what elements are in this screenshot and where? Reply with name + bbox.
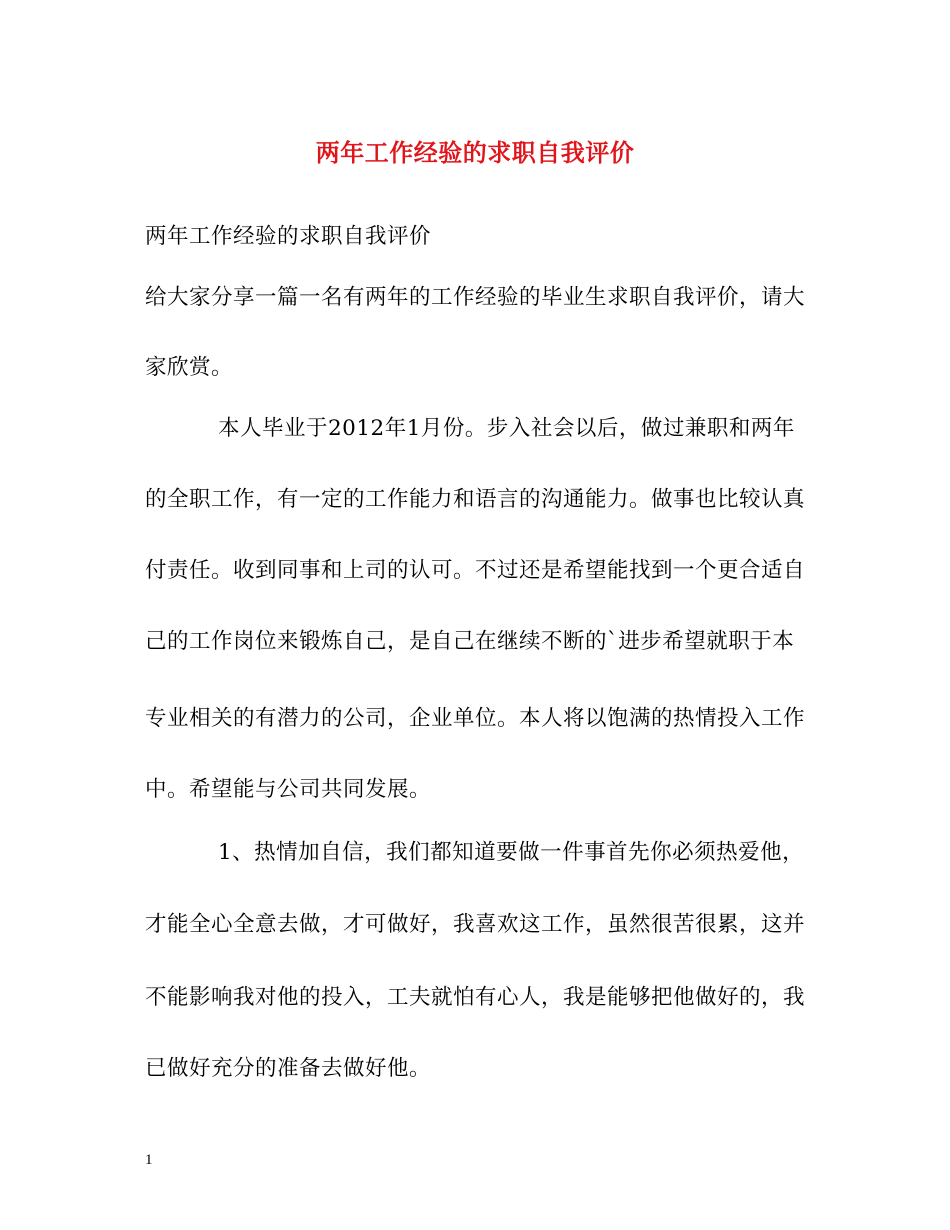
- para2-line-4: 已做好充分的准备去做好他。: [145, 1056, 432, 1081]
- document-heading: 两年工作经验的求职自我评价: [145, 224, 432, 249]
- para1-line-4: 己的工作岗位来锻炼自己，是自己在继续不断的`进步希望就职于本: [145, 629, 795, 654]
- document-title: 两年工作经验的求职自我评价: [315, 138, 635, 167]
- para1-line-6: 中。希望能与公司共同发展。: [145, 777, 432, 802]
- para2-line-2: 才能全心全意去做，才可做好，我喜欢这工作，虽然很苦很累，这并: [145, 912, 806, 937]
- para1-line-1: 本人毕业于2012年1月份。步入社会以后，做过兼职和两年: [218, 416, 795, 441]
- para1-line-5: 专业相关的有潜力的公司，企业单位。本人将以饱满的热情投入工作: [145, 706, 806, 731]
- intro-line-2: 家欣赏。: [145, 355, 234, 380]
- para2-line-3: 不能影响我对他的投入，工夫就怕有心人，我是能够把他做好的，我: [145, 985, 806, 1010]
- intro-line-1: 给大家分享一篇一名有两年的工作经验的毕业生求职自我评价，请大: [145, 285, 806, 310]
- page-number: 1: [145, 1152, 153, 1168]
- para1-line-2: 的全职工作，有一定的工作能力和语言的沟通能力。做事也比较认真: [145, 487, 806, 512]
- para1-line-3: 付责任。收到同事和上司的认可。不过还是希望能找到一个更合适自: [145, 558, 806, 583]
- para2-line-1: 1、热情加自信，我们都知道要做一件事首先你必须热爱他，: [218, 840, 805, 865]
